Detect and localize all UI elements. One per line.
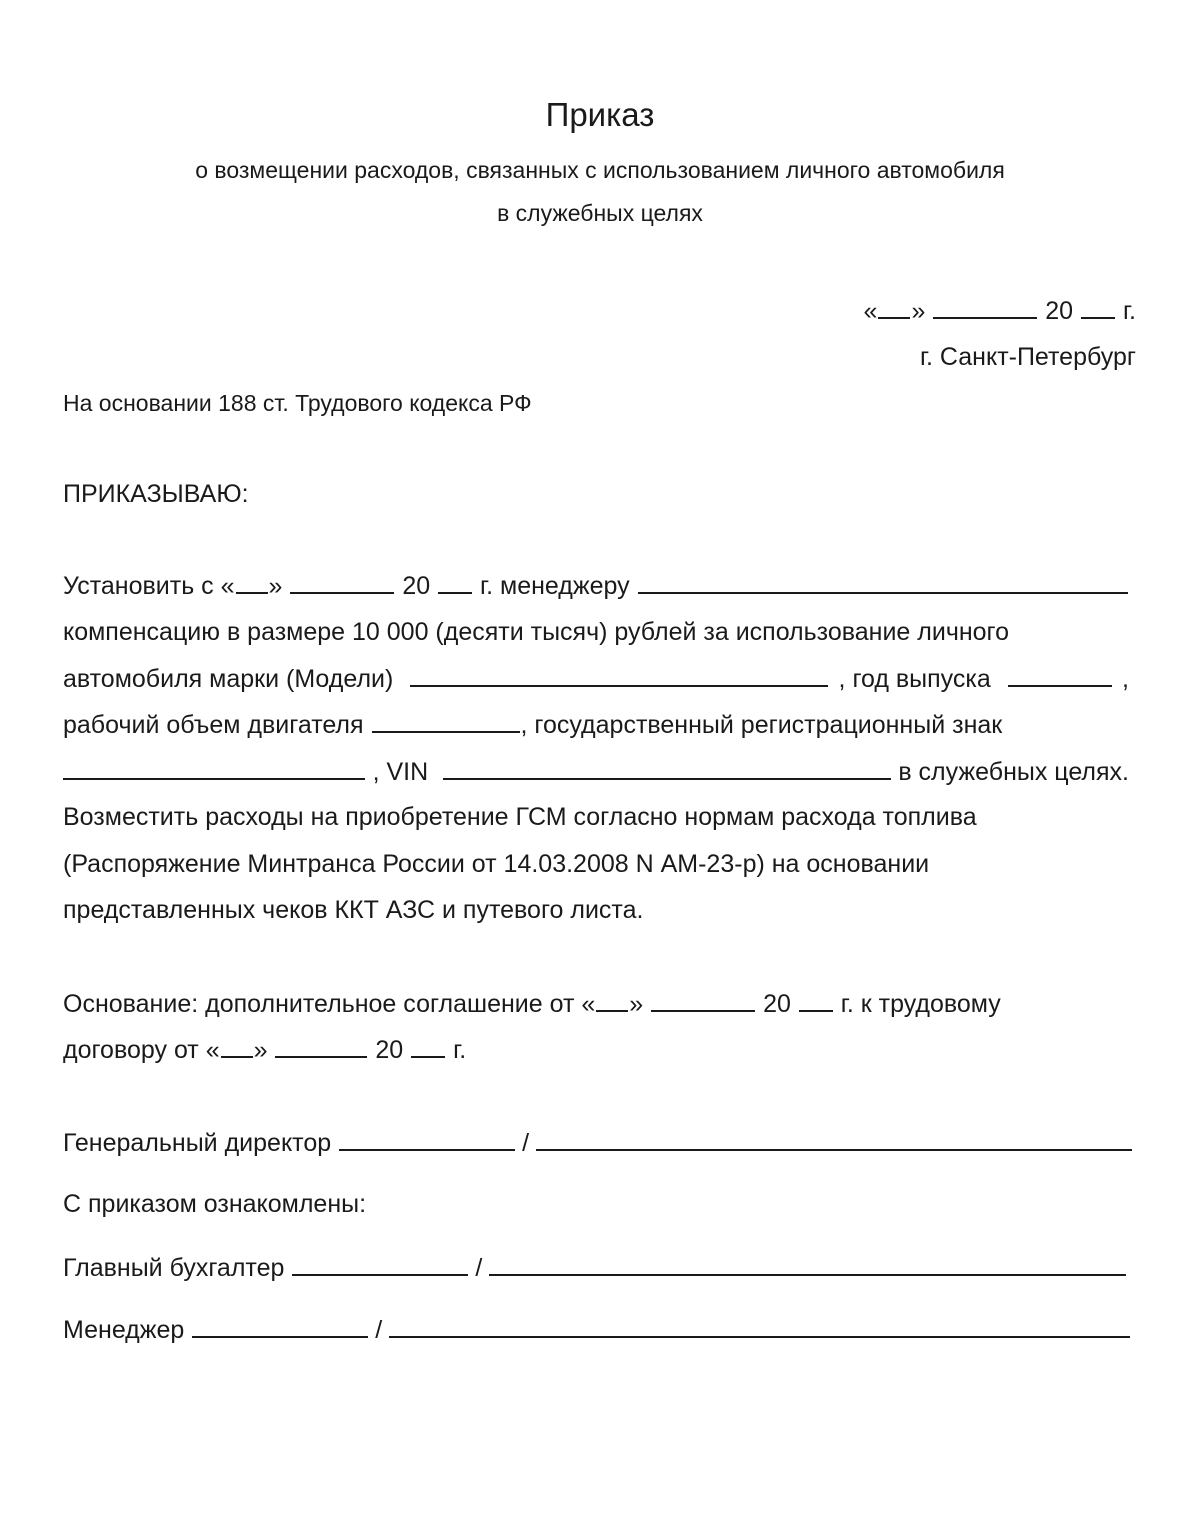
acknowledged-label: С приказом ознакомлены: <box>63 1190 367 1218</box>
year-blank <box>438 568 472 594</box>
foundation-line-1 <box>63 986 1001 1021</box>
accountant-signature-line <box>63 1250 1127 1285</box>
body-line-6: Возместить расходы на приобретение ГСМ согласно нормам расхода топлива <box>63 803 977 831</box>
body-l1-text-b: » <box>268 572 283 600</box>
year-prefix: 20 <box>1045 297 1074 325</box>
accountant-label: Главный бухгалтер <box>63 1254 285 1282</box>
foundation-l2-text-d: г. <box>453 1036 467 1064</box>
year-blank <box>799 986 833 1012</box>
foundation-line-2 <box>63 1032 466 1067</box>
accountant-slash: / <box>475 1254 483 1282</box>
manager-name-blank <box>638 568 1128 594</box>
body-line-5 <box>63 754 1129 789</box>
day-blank <box>878 293 910 319</box>
document-subtitle-line2: в служебных целях <box>497 200 703 226</box>
year-blank <box>1081 293 1115 319</box>
vin-blank <box>443 754 891 780</box>
foundation-l2-text-b: » <box>253 1036 268 1064</box>
director-slash: / <box>522 1129 530 1157</box>
day-blank <box>596 986 628 1012</box>
body-line-4 <box>63 707 1002 742</box>
car-model-blank <box>410 661 828 687</box>
body-l4-text-b: , государственный регистрационный знак <box>520 711 1003 739</box>
body-line-2: компенсацию в размере 10 000 (десяти тысяч) рублей за использование личного <box>63 618 1010 646</box>
manager-signature-blank <box>192 1312 368 1338</box>
foundation-l1-text-b: » <box>629 990 644 1018</box>
foundation-l2-text-a: договору от « <box>63 1036 220 1064</box>
director-name-blank <box>536 1125 1132 1151</box>
order-date <box>864 293 1136 328</box>
manager-signature-line <box>63 1312 1131 1347</box>
body-l3-comma: , <box>1122 665 1129 693</box>
order-city: г. Санкт-Петербург <box>919 343 1136 371</box>
body-l4-text-a: рабочий объем двигателя <box>63 711 364 739</box>
month-blank <box>933 293 1037 319</box>
director-signature-blank <box>339 1125 515 1151</box>
day-blank <box>236 568 268 594</box>
registration-plate-blank <box>63 754 365 780</box>
foundation-l2-year-prefix: 20 <box>375 1036 404 1064</box>
foundation-l1-year-prefix: 20 <box>763 990 791 1018</box>
engine-volume-blank <box>372 707 520 733</box>
foundation-l1-text-a: Основание: дополнительное соглашение от « <box>63 990 596 1018</box>
date-close-quote: » <box>911 297 926 325</box>
manager-name-blank <box>389 1312 1130 1338</box>
director-label: Генеральный директор <box>63 1129 332 1157</box>
body-line-7: (Распоряжение Минтранса России от 14.03.2008 N АМ-23-р) на основании <box>63 850 930 878</box>
document-title: Приказ <box>545 96 655 133</box>
body-line-8: представленных чеков ККТ АЗС и путевого листа. <box>63 896 644 924</box>
month-blank <box>651 986 755 1012</box>
date-open-quote: « <box>863 297 878 325</box>
manager-label: Менеджер <box>63 1316 185 1344</box>
body-line-3 <box>63 661 1129 696</box>
body-l5-text-b: в служебных целях. <box>898 758 1129 786</box>
legal-basis: На основании 188 ст. Трудового кодекса РФ <box>63 390 532 416</box>
accountant-signature-blank <box>292 1250 468 1276</box>
body-l3-text-a: автомобиля марки (Модели) <box>63 665 394 693</box>
production-year-blank <box>1008 661 1112 687</box>
foundation-l1-text-d: г. к трудовому <box>840 990 1001 1018</box>
month-blank <box>275 1032 367 1058</box>
body-l1-text-d: г. менеджеру <box>480 572 630 600</box>
order-word: ПРИКАЗЫВАЮ: <box>63 480 249 508</box>
accountant-name-blank <box>489 1250 1126 1276</box>
director-signature-line <box>63 1125 1133 1160</box>
day-blank <box>221 1032 253 1058</box>
body-l1-text-a: Установить с « <box>63 572 235 600</box>
body-line-1 <box>63 568 1129 603</box>
manager-slash: / <box>375 1316 383 1344</box>
body-l3-text-b: , год выпуска <box>838 665 991 693</box>
month-blank <box>290 568 394 594</box>
year-suffix: г. <box>1122 297 1136 325</box>
year-blank <box>411 1032 445 1058</box>
body-l1-year-prefix: 20 <box>402 572 431 600</box>
body-l5-text-a: , VIN <box>372 758 429 786</box>
document-subtitle-line1: о возмещении расходов, связанных с использованием личного автомобиля <box>195 157 1005 183</box>
